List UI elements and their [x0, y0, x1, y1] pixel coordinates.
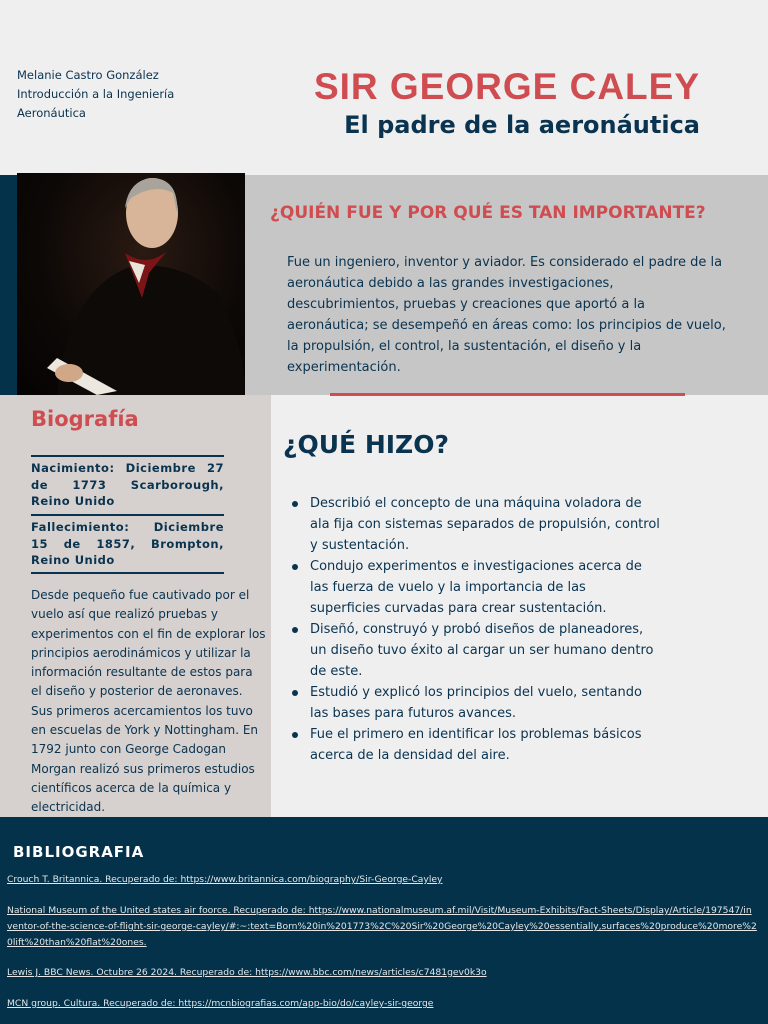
biography-heading: Biografía [31, 407, 139, 431]
death-fact: Fallecimiento: Diciembre 15 de 1857, Brompton, Reino Unido [31, 514, 224, 574]
portrait-image [17, 173, 245, 395]
page-subtitle: El padre de la aeronáutica [344, 111, 700, 139]
achievements-list [290, 493, 660, 766]
list-item: Diseñó, construyó y probó diseños de planeadores, un diseño tuvo éxito al cargar un ser humano dentro de este. [290, 619, 660, 682]
course-line-1: Introducción a la Ingeniería [17, 87, 175, 101]
page-title: SIR GEORGE CALEY [313, 66, 700, 107]
birth-fact: Nacimiento: Diciembre 27 de 1773 Scarborough, Reino Unido [31, 455, 224, 510]
who-heading: ¿QUIÉN FUE Y POR QUÉ ES TAN IMPORTANTE? [270, 203, 706, 223]
list-item: Condujo experimentos e investigaciones acerca de las fuerza de vuelo y la importancia de las superficies curvadas para crear sustentación. [290, 556, 660, 619]
author-info [17, 66, 174, 123]
course-line-2: Aeronáutica [17, 106, 86, 120]
reference-link[interactable]: MCN group. Cultura. Recuperado de: https://mcnbiografias.com/app-bio/do/cayley-sir-george [7, 998, 434, 1009]
bibliography-section [0, 817, 768, 1024]
what-heading: ¿QUÉ HIZO? [283, 430, 449, 459]
bibliography-heading: BIBLIOGRAFIA [13, 843, 145, 861]
list-item: Estudió y explicó los principios del vuelo, sentando las bases para futuros avances. [290, 682, 660, 724]
author-name: Melanie Castro González [17, 68, 159, 82]
list-item: Fue el primero en identificar los problemas básicos acerca de la densidad del aire. [290, 724, 660, 766]
biography-text: Desde pequeño fue cautivado por el vuelo así que realizó pruebas y experimentos con el fin de explorar los principios aerodinámicos y utilizar la información resultante de estos para el diseño y posterior de aeronaves. Sus primeros acercamientos los tuvo en escuelas de York y Nottingham. En 1792 junto con George Cadogan Morgan realizó sus primeros estudios científicos acerca de la química y electricidad. [31, 588, 266, 815]
who-text: Fue un ingeniero, inventor y aviador. Es considerado el padre de la aeronáutica debido a las grandes investigaciones, descubrimientos, pruebas y creaciones que aportó a la aeronáutica; se desempeñó en áreas como: los principios de vuelo, la propulsión, el control, la sustentación, el diseño y la experimentación. [287, 255, 726, 375]
reference-link[interactable]: Crouch T. Britannica. Recuperado de: https://www.britannica.com/biography/Sir-George-Cayley [7, 874, 443, 885]
decorative-strip [0, 175, 17, 395]
reference-link[interactable]: Lewis J. BBC News. Octubre 26 2024. Recuperado de: https://www.bbc.com/news/articles/c7481gev0k3o [7, 967, 487, 978]
divider [330, 393, 685, 396]
list-item: Describió el concepto de una máquina voladora de ala fija con sistemas separados de propulsión, control y sustentación. [290, 493, 660, 556]
reference-link[interactable]: National Museum of the United states air foorce. Recuperado de: https://www.nationalmuseum.af.mil/Visit/Museum-Exhibits/Fact-Sheets/Display/Article/197547/inventor-of-the-science-of-flight-sir-george-cayley/#:~:text=Born%20in%201773%2C%20Sir%20George%20Cayley%20essentially,surfaces%20produce%20more%20lift%20than%20flat%20ones. [7, 905, 757, 948]
